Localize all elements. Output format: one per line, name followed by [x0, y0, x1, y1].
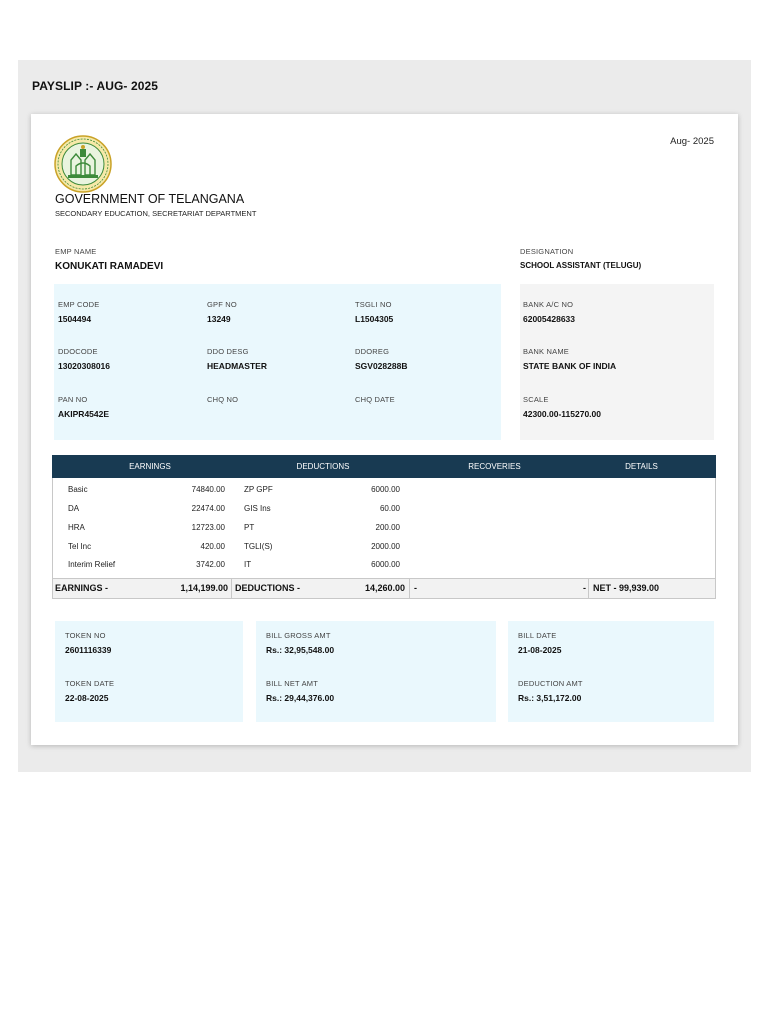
totals-row: [53, 578, 715, 598]
scale-field: [523, 395, 601, 419]
deduction-name: ZP GPF: [244, 485, 273, 494]
gpf-no-value: 13249: [207, 314, 231, 324]
recoveries-total-label: -: [414, 583, 417, 593]
table-row: [53, 519, 715, 537]
totals-divider: [231, 579, 232, 598]
token-no-field: [65, 631, 111, 655]
deductions-total-label: DEDUCTIONS -: [235, 583, 300, 593]
earning-amount: 3742.00: [196, 560, 225, 569]
payslip-month: Aug- 2025: [670, 136, 714, 147]
pan-no-field: [58, 395, 109, 419]
token-date-value: 22-08-2025: [65, 693, 109, 703]
earning-name: DA: [68, 504, 80, 513]
bill-gross-label: BILL GROSS AMT: [266, 631, 331, 640]
earning-amount: 22474.00: [191, 504, 225, 513]
scale-label: SCALE: [523, 395, 549, 404]
department-name: SECONDARY EDUCATION, SECRETARIAT DEPARTMENT: [55, 209, 257, 218]
designation-field: [520, 247, 641, 270]
deduction-amount: 60.00: [379, 504, 400, 513]
ddoreg-value: SGV028288B: [355, 361, 408, 371]
table-row: [53, 556, 715, 574]
token-no-value: 2601116339: [65, 645, 112, 655]
table-header: [52, 455, 716, 478]
tsgli-no-field: [355, 300, 393, 324]
bill-net-field: [266, 679, 334, 703]
emp-code-field: [58, 300, 99, 324]
ddo-desg-field: [207, 347, 267, 371]
emp-name-label: EMP NAME: [55, 247, 97, 256]
deductions-total-value: 14,260.00: [364, 583, 405, 593]
ddo-desg-value: HEADMASTER: [207, 361, 267, 371]
payslip-container: [18, 60, 751, 772]
ddoreg-label: DDOREG: [355, 347, 390, 356]
chq-no-label: CHQ NO: [207, 395, 239, 404]
deduction-name: IT: [244, 560, 252, 569]
designation-label: DESIGNATION: [520, 247, 574, 256]
deduction-name: PT: [244, 523, 255, 532]
totals-divider: [588, 579, 589, 598]
earning-amount: 74840.00: [191, 485, 225, 494]
header-earnings: EARNINGS: [129, 462, 171, 471]
earning-amount: 420.00: [200, 542, 225, 551]
employee-details-panel: [54, 284, 501, 440]
deduction-amt-label: DEDUCTION AMT: [518, 679, 583, 688]
header-details: DETAILS: [625, 462, 658, 471]
bill-gross-field: [266, 631, 334, 655]
emp-name-value: KONUKATI RAMADEVI: [55, 261, 164, 272]
tsgli-no-label: TSGLI NO: [355, 300, 392, 309]
bill-date-field: [518, 631, 561, 655]
earnings-total-value: 1,14,199.00: [180, 583, 228, 593]
deduction-amt-field: [518, 679, 583, 703]
deduction-amount: 2000.00: [371, 542, 400, 551]
deduction-amount: 200.00: [375, 523, 400, 532]
scale-value: 42300.00-115270.00: [523, 409, 601, 419]
ddocode-value: 13020308016: [58, 361, 111, 371]
token-date-label: TOKEN DATE: [65, 679, 115, 688]
ddoreg-field: [355, 347, 407, 371]
table-row: [53, 538, 715, 556]
header-deductions: DEDUCTIONS: [296, 462, 350, 471]
page-title: PAYSLIP :- AUG- 2025: [32, 79, 159, 93]
deduction-name: TGLI(S): [244, 542, 273, 551]
designation-value: SCHOOL ASSISTANT (TELUGU): [520, 261, 642, 270]
bank-acc-label: BANK A/C NO: [523, 300, 574, 309]
emp-code-value: 1504494: [58, 314, 92, 324]
bill-date-panel: [508, 621, 714, 722]
bill-net-value: Rs.: 29,44,376.00: [266, 693, 335, 703]
table-row: [53, 481, 715, 499]
bill-date-label: BILL DATE: [518, 631, 557, 640]
totals-divider: [409, 579, 410, 598]
earning-name: Interim Relief: [68, 560, 116, 569]
pan-no-value: AKIPR4542E: [58, 409, 110, 419]
deduction-amount: 6000.00: [371, 485, 400, 494]
token-panel: [55, 621, 243, 722]
bill-gross-value: Rs.: 32,95,548.00: [266, 645, 335, 655]
payslip-card: [31, 114, 738, 745]
ddocode-label: DDOCODE: [58, 347, 98, 356]
bill-amount-panel: [256, 621, 496, 722]
bill-net-label: BILL NET AMT: [266, 679, 318, 688]
bank-name-value: STATE BANK OF INDIA: [523, 361, 617, 371]
bank-details-panel: [520, 284, 714, 440]
chq-date-field: [355, 395, 395, 409]
earning-name: Tel Inc: [68, 542, 92, 551]
table-row: [53, 500, 715, 518]
earnings-total-label: EARNINGS -: [55, 583, 109, 593]
token-date-field: [65, 679, 114, 703]
bank-name-field: [523, 347, 616, 371]
bill-date-value: 21-08-2025: [518, 645, 562, 655]
salary-table: [52, 455, 716, 599]
recoveries-total-value: -: [583, 583, 586, 593]
gpf-no-label: GPF NO: [207, 300, 237, 309]
chq-date-label: CHQ DATE: [355, 395, 395, 404]
government-name: GOVERNMENT OF TELANGANA: [55, 192, 245, 206]
emp-code-label: EMP CODE: [58, 300, 100, 309]
earning-amount: 12723.00: [191, 523, 225, 532]
tsgli-no-value: L1504305: [355, 314, 394, 324]
emp-name-field: [55, 247, 163, 272]
telangana-emblem-icon: [54, 135, 112, 193]
deduction-amt-value: Rs.: 3,51,172.00: [518, 693, 582, 703]
bank-acc-field: [523, 300, 575, 324]
gpf-no-field: [207, 300, 237, 324]
net-pay: NET - 99,939.00: [593, 583, 660, 593]
bank-acc-value: 62005428633: [523, 314, 576, 324]
header-recoveries: RECOVERIES: [468, 462, 521, 471]
bank-name-label: BANK NAME: [523, 347, 569, 356]
ddocode-field: [58, 347, 110, 371]
earning-name: HRA: [68, 523, 85, 532]
earning-name: Basic: [68, 485, 88, 494]
deduction-amount: 6000.00: [371, 560, 400, 569]
ddo-desg-label: DDO DESG: [207, 347, 249, 356]
deduction-name: GIS Ins: [244, 504, 271, 513]
token-no-label: TOKEN NO: [65, 631, 106, 640]
chq-no-field: [207, 395, 238, 409]
pan-no-label: PAN NO: [58, 395, 88, 404]
